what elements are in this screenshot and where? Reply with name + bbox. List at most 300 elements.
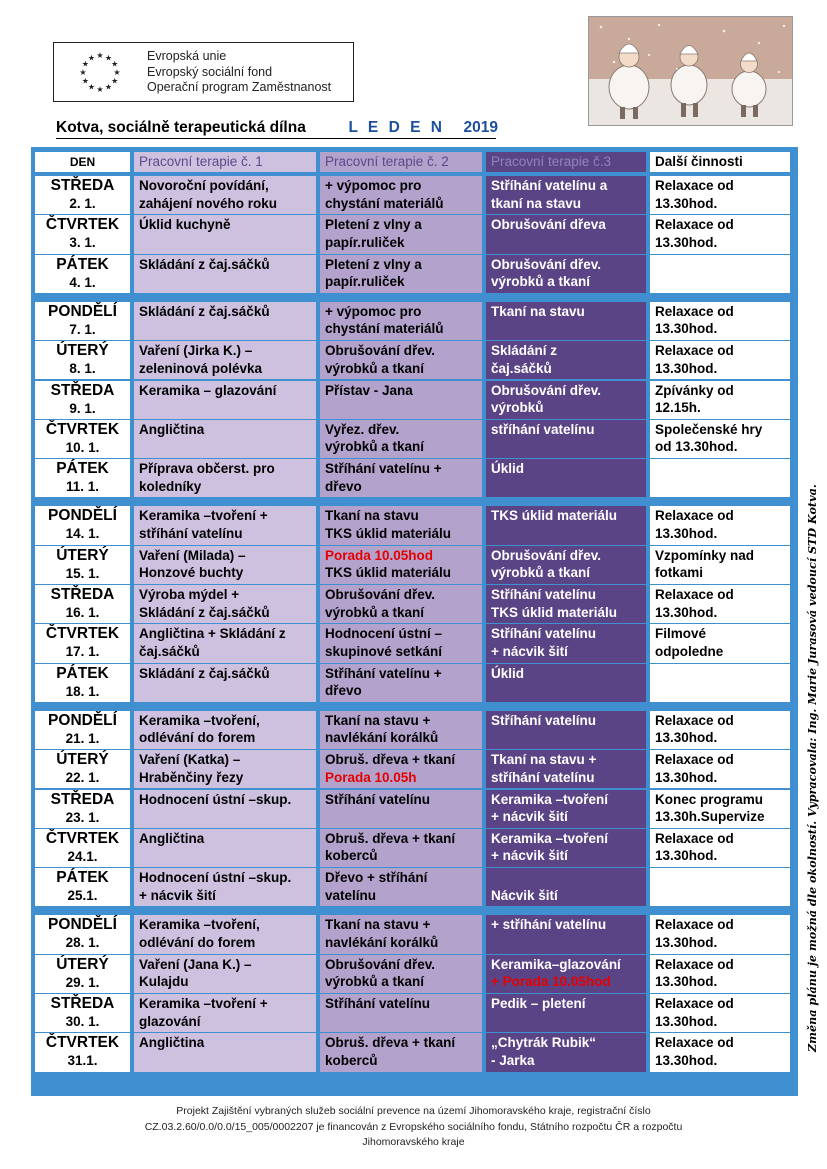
activity-cell-1 — [134, 915, 316, 953]
activity-text: Nácvik šití — [491, 887, 558, 903]
activity-cell-3 — [486, 915, 646, 953]
activity-text: papír.ruliček — [325, 274, 405, 290]
activity-cell-3 — [486, 868, 646, 906]
side-note — [803, 412, 825, 1052]
activity-text: 13.30hod. — [655, 321, 718, 337]
activity-text: Angličtina — [139, 1035, 205, 1051]
activity-text: Skládání z čaj.sáčků — [139, 665, 270, 681]
day-name: ČTVRTEK — [45, 625, 120, 643]
eu-logo-line: Evropský sociální fond — [147, 64, 273, 79]
activity-text: Obrušování dřev. — [325, 343, 436, 359]
activity-text: Relaxace od — [655, 217, 734, 233]
activity-text: Stříhání vatelínu + — [325, 665, 442, 681]
activity-text: Vzpomínky nad — [655, 547, 755, 563]
day-cell — [35, 664, 130, 702]
activity-text: Vaření (Jirka K.) – — [139, 343, 253, 359]
activity-cell-2 — [320, 955, 482, 993]
day-date: 2. 1. — [69, 196, 96, 211]
activity-text: stříhání vatelínu — [491, 769, 595, 785]
activity-text: Keramika – glazování — [139, 382, 277, 398]
activity-text: + stříhání vatelínu — [491, 917, 607, 933]
activity-text: TKS úklid materiálu — [491, 604, 618, 620]
activity-cell-3 — [486, 1033, 646, 1071]
eu-star-icon: ★ — [111, 59, 119, 69]
day-cell — [35, 750, 130, 788]
activity-cell-1 — [134, 790, 316, 828]
activity-text: Keramika –tvoření — [491, 791, 609, 807]
activity-cell-4 — [650, 664, 790, 702]
day-cell — [35, 1033, 130, 1071]
activity-cell-3 — [486, 664, 646, 702]
day-cell — [35, 711, 130, 749]
activity-text: zahájení nového roku — [139, 195, 278, 211]
day-name: STŘEDA — [50, 790, 115, 808]
activity-cell-3 — [486, 255, 646, 293]
day-date: 31.1. — [67, 1053, 98, 1069]
activity-text: Konec programu — [655, 791, 764, 807]
activity-text: Obrušování dřev. — [491, 547, 602, 563]
day-name: ÚTERÝ — [56, 342, 109, 360]
day-cell — [35, 955, 130, 993]
activity-text: + nácvik šití — [139, 887, 216, 903]
header-therapy-2: Pracovní terapie č. 2 — [320, 152, 482, 172]
activity-text: Relaxace od — [655, 1035, 734, 1051]
activity-text: výrobků a tkaní — [325, 360, 425, 376]
activity-cell-1 — [134, 341, 316, 379]
activity-text: Relaxace od — [655, 712, 734, 728]
activity-cell-3 — [486, 829, 646, 867]
activity-text: Obruš. dřeva + tkaní — [325, 1035, 456, 1051]
day-date: 4. 1. — [69, 274, 96, 290]
activity-cell-3 — [486, 420, 646, 458]
activity-cell-1 — [134, 381, 316, 419]
activity-text: Tkaní na stavu — [325, 508, 419, 524]
activity-text: Obrušování dřev. — [325, 956, 436, 972]
activity-cell-4 — [650, 255, 790, 293]
activity-cell-1 — [134, 955, 316, 993]
activity-cell-1 — [134, 829, 316, 867]
activity-text: + nácvik šití — [491, 848, 568, 864]
activity-cell-4 — [650, 790, 790, 828]
activity-text: chystání materiálů — [325, 321, 444, 337]
activity-text: Skládání z — [491, 343, 558, 359]
day-name: ČTVRTEK — [45, 829, 120, 847]
activity-text: stříhání vatelínu — [139, 525, 243, 541]
activity-text: Stříhání vatelínu a — [491, 178, 608, 193]
activity-cell-3 — [486, 176, 646, 214]
activity-text: navlékání korálků — [325, 934, 439, 950]
day-name: ÚTERÝ — [56, 751, 109, 769]
activity-text: fotkami — [655, 565, 704, 581]
activity-cell-4 — [650, 829, 790, 867]
day-date: 25.1. — [67, 888, 98, 904]
activity-cell-1 — [134, 711, 316, 749]
day-date: 8. 1. — [69, 361, 96, 377]
activity-text: dřevo — [325, 478, 362, 494]
side-note-text: Změna plánu je možná dle okolností. Vypracovala: Ing. Marie Jurasová vedoucí STD Kotva. — [805, 484, 819, 1052]
day-date: 14. 1. — [65, 526, 100, 542]
activity-cell-2 — [320, 624, 482, 662]
header-other-activities: Další činnosti — [650, 152, 790, 172]
activity-cell-4 — [650, 302, 790, 340]
activity-text: chystání materiálů — [325, 195, 444, 211]
activity-text: Hraběnčiny řezy — [139, 769, 244, 785]
day-cell — [35, 790, 130, 828]
day-date: 30. 1. — [65, 1014, 100, 1029]
activity-text: Relaxace od — [655, 303, 734, 319]
activity-cell-3 — [486, 711, 646, 749]
activity-cell-1 — [134, 302, 316, 340]
day-date: 7. 1. — [69, 321, 96, 337]
day-date: 16. 1. — [65, 605, 100, 620]
activity-text: Relaxace od — [655, 917, 734, 933]
activity-text: Keramika –tvoření, — [139, 917, 260, 933]
eu-star-icon: ★ — [111, 76, 119, 86]
activity-cell-4 — [650, 585, 790, 623]
children-in-snow-icon — [589, 17, 793, 126]
activity-text: tkaní na stavu — [491, 195, 582, 211]
activity-text: 13.30hod. — [655, 730, 718, 746]
day-name: PONDĚLÍ — [48, 916, 117, 934]
month-label: L E D E N — [348, 119, 445, 136]
activity-text: Pletení z vlny a — [325, 217, 422, 233]
activity-cell-4 — [650, 420, 790, 458]
activity-cell-1 — [134, 176, 316, 214]
activity-cell-4 — [650, 1033, 790, 1071]
day-name: PÁTEK — [56, 869, 109, 887]
day-cell — [35, 459, 130, 497]
activity-text: výrobků a tkaní — [325, 604, 425, 620]
activity-text: 13.30hod. — [655, 848, 718, 864]
day-cell — [35, 546, 130, 584]
activity-text: Tkaní na stavu — [491, 303, 585, 319]
activity-cell-3 — [486, 585, 646, 623]
activity-text: Vyřez. dřev. — [325, 421, 400, 437]
activity-text: Relaxace od — [655, 830, 734, 846]
day-name: ÚTERÝ — [56, 955, 109, 973]
activity-cell-2 — [320, 341, 482, 379]
day-date: 29. 1. — [65, 974, 100, 990]
title-underline — [56, 138, 496, 139]
day-name: PÁTEK — [56, 460, 109, 478]
day-cell — [35, 915, 130, 953]
activity-cell-1 — [134, 506, 316, 544]
day-name: STŘEDA — [50, 177, 115, 194]
activity-text: 12.15h. — [655, 400, 701, 415]
activity-text: Relaxace od — [655, 343, 734, 359]
activity-cell-3 — [486, 381, 646, 419]
activity-cell-1 — [134, 420, 316, 458]
day-name: PONDĚLÍ — [48, 711, 117, 729]
activity-text: Keramika –tvoření — [491, 830, 609, 846]
activity-text: od 13.30hod. — [655, 439, 738, 455]
day-cell — [35, 341, 130, 379]
activity-cell-1 — [134, 1033, 316, 1071]
activity-cell-2 — [320, 711, 482, 749]
day-name: STŘEDA — [50, 586, 115, 603]
activity-text: TKS úklid materiálu — [325, 565, 452, 581]
activity-cell-4 — [650, 624, 790, 662]
activity-cell-1 — [134, 994, 316, 1032]
day-name: STŘEDA — [50, 995, 115, 1012]
activity-cell-1 — [134, 255, 316, 293]
activity-cell-1 — [134, 868, 316, 906]
day-name: ÚTERÝ — [56, 546, 109, 564]
day-date: 17. 1. — [65, 644, 100, 660]
activity-text: 13.30hod. — [655, 974, 718, 990]
day-name: PONDĚLÍ — [48, 302, 117, 320]
day-cell — [35, 381, 130, 419]
activity-text: Úklid — [491, 461, 525, 477]
day-date: 9. 1. — [69, 400, 96, 416]
activity-text: Hodnocení ústní – — [325, 626, 443, 642]
activity-cell-4 — [650, 176, 790, 214]
activity-text: odlévání do forem — [139, 934, 256, 950]
activity-text: Novoroční povídání, — [139, 178, 269, 193]
day-date: 24.1. — [67, 848, 98, 864]
activity-text: 13.30hod. — [655, 604, 718, 620]
day-name: PÁTEK — [56, 255, 109, 273]
activity-text: „Chytrák Rubik“ — [491, 1035, 597, 1051]
activity-text: Pletení z vlny a — [325, 256, 422, 272]
day-cell — [35, 868, 130, 906]
activity-text: Přístav - Jana — [325, 382, 413, 398]
day-date: 10. 1. — [65, 439, 100, 455]
activity-cell-2 — [320, 302, 482, 340]
activity-text: Hodnocení ústní –skup. — [139, 791, 292, 807]
activity-cell-2 — [320, 915, 482, 953]
activity-text: Obruš. dřeva + tkaní — [325, 830, 456, 846]
activity-cell-1 — [134, 624, 316, 662]
eu-stars-icon — [68, 49, 132, 95]
activity-cell-3 — [486, 546, 646, 584]
activity-text: stříhání vatelínu — [491, 421, 595, 437]
activity-text: výrobků — [491, 400, 544, 415]
activity-cell-4 — [650, 750, 790, 788]
activity-text: navlékání korálků — [325, 730, 439, 746]
day-name: ČTVRTEK — [45, 1034, 120, 1052]
activity-text: Skládání z čaj.sáčků — [139, 256, 270, 272]
activity-cell-2 — [320, 585, 482, 623]
activity-text: vatelínu — [325, 887, 377, 903]
activity-cell-2 — [320, 868, 482, 906]
header-therapy-3: Pracovní terapie č.3 — [486, 152, 646, 172]
activity-cell-2 — [320, 790, 482, 828]
activity-text: papír.ruliček — [325, 234, 405, 250]
day-cell — [35, 420, 130, 458]
activity-text: koledníky — [139, 478, 202, 494]
activity-text: glazování — [139, 1013, 201, 1029]
activity-cell-3 — [486, 790, 646, 828]
activity-cell-2 — [320, 829, 482, 867]
eu-star-icon: ★ — [87, 82, 96, 92]
activity-cell-2 — [320, 506, 482, 544]
activity-text: Obruš. dřeva + tkaní — [325, 752, 456, 768]
activity-cell-1 — [134, 750, 316, 788]
activity-text: Tkaní na stavu + — [325, 712, 431, 728]
header-den: DEN — [35, 152, 130, 172]
activity-cell-4 — [650, 711, 790, 749]
activity-text: 13.30hod. — [655, 234, 718, 250]
activity-text: + nácvik šití — [491, 809, 568, 824]
activity-text: Kulajdu — [139, 974, 189, 990]
activity-text: Relaxace od — [655, 587, 734, 602]
activity-cell-3 — [486, 215, 646, 253]
activity-cell-3 — [486, 341, 646, 379]
eu-logo-text — [147, 49, 331, 96]
activity-text: koberců — [325, 1052, 378, 1068]
eu-star-icon: ★ — [104, 82, 113, 92]
activity-cell-2 — [320, 255, 482, 293]
schedule-table — [31, 147, 798, 1096]
activity-text: Angličtina — [139, 830, 205, 846]
day-name: PONDĚLÍ — [48, 507, 117, 525]
activity-cell-4 — [650, 459, 790, 497]
activity-text: Keramika –tvoření, — [139, 712, 260, 728]
meeting-note: Porada 10.05h — [325, 769, 417, 785]
activity-text: 13.30hod. — [655, 769, 718, 785]
eu-star-icon: ★ — [113, 68, 121, 77]
meeting-note: + Porada 10.05hod — [491, 974, 611, 990]
day-name: ČTVRTEK — [45, 420, 120, 438]
activity-text: Stříhání vatelínu + — [325, 461, 442, 477]
activity-text: Relaxace od — [655, 178, 734, 193]
activity-cell-1 — [134, 546, 316, 584]
activity-text: Vaření (Jana K.) – — [139, 956, 252, 972]
activity-text: výrobků a tkaní — [325, 439, 425, 455]
day-date: 22. 1. — [65, 770, 100, 786]
activity-text: Stříhání vatelínu — [325, 996, 431, 1011]
activity-text: Dřevo + stříhání — [325, 870, 428, 886]
activity-text: odpoledne — [655, 643, 724, 659]
activity-text: 13.30hod. — [655, 195, 718, 211]
activity-text: 13.30hod. — [655, 525, 718, 541]
activity-cell-3 — [486, 506, 646, 544]
activity-text: dřevo — [325, 683, 362, 699]
activity-text: Filmové — [655, 626, 707, 642]
activity-text: Angličtina + Skládání z — [139, 626, 286, 642]
activity-text: Vaření (Milada) – — [139, 547, 246, 563]
winter-illustration — [588, 16, 793, 126]
day-date: 18. 1. — [65, 683, 100, 699]
day-name: PÁTEK — [56, 664, 109, 682]
activity-text: Keramika –tvoření + — [139, 996, 268, 1011]
activity-cell-3 — [486, 459, 646, 497]
day-cell — [35, 829, 130, 867]
activity-cell-1 — [134, 664, 316, 702]
eu-star-icon: ★ — [87, 53, 96, 63]
activity-cell-4 — [650, 994, 790, 1032]
footer-line: Jihomoravského kraje — [362, 1136, 465, 1148]
activity-cell-3 — [486, 955, 646, 993]
meeting-note — [325, 377, 477, 379]
eu-star-icon: ★ — [81, 59, 89, 69]
activity-cell-4 — [650, 215, 790, 253]
day-name: STŘEDA — [50, 381, 115, 399]
day-cell — [35, 302, 130, 340]
eu-star-icon: ★ — [79, 68, 87, 77]
day-date: 21. 1. — [65, 730, 100, 746]
activity-text: 13.30hod. — [655, 1052, 718, 1068]
activity-text: výrobků a tkaní — [491, 274, 591, 290]
activity-cell-1 — [134, 215, 316, 253]
activity-text: Relaxace od — [655, 956, 734, 972]
activity-text: čaj.sáčků — [491, 360, 552, 376]
activity-cell-3 — [486, 994, 646, 1032]
day-date: 15. 1. — [65, 565, 100, 581]
activity-cell-4 — [650, 868, 790, 906]
activity-cell-4 — [650, 506, 790, 544]
activity-text: koberců — [325, 848, 378, 864]
day-cell — [35, 506, 130, 544]
workshop-name: Kotva, sociálně terapeutická dílna — [56, 119, 306, 136]
activity-text: Skládání z čaj.sáčků — [139, 303, 270, 319]
activity-cell-2 — [320, 381, 482, 419]
activity-text — [491, 869, 641, 887]
activity-text: Pedik – pletení — [491, 996, 586, 1011]
day-cell — [35, 624, 130, 662]
activity-text: - Jarka — [491, 1052, 535, 1068]
activity-text: 13.30h.Supervize — [655, 809, 765, 824]
activity-text: Společenské hry — [655, 421, 763, 437]
activity-cell-4 — [650, 381, 790, 419]
activity-text: Vaření (Katka) – — [139, 752, 241, 768]
day-cell — [35, 585, 130, 623]
eu-star-icon: ★ — [81, 76, 89, 86]
activity-text: Stříhání vatelínu — [491, 712, 597, 728]
activity-cell-2 — [320, 664, 482, 702]
activity-text: Tkaní na stavu + — [491, 752, 597, 768]
activity-text: + nácvik šití — [491, 643, 568, 659]
header-therapy-1: Pracovní terapie č. 1 — [134, 152, 316, 172]
eu-logo-line: Operační program Zaměstnanost — [147, 80, 332, 94]
activity-text: odlévání do forem — [139, 730, 256, 746]
activity-text: Obrušování dřev. — [491, 256, 602, 272]
activity-text: výrobků a tkaní — [491, 565, 591, 581]
activity-text: TKS úklid materiálu — [325, 525, 452, 541]
activity-cell-4 — [650, 341, 790, 379]
activity-text: Stříhání vatelínu — [325, 791, 431, 807]
activity-text: Výroba mýdel + — [139, 587, 240, 602]
day-date: 23. 1. — [65, 809, 100, 825]
day-cell — [35, 994, 130, 1032]
eu-logo — [53, 42, 354, 102]
activity-cell-4 — [650, 955, 790, 993]
footer-line: Projekt Zajištění vybraných služeb sociální prevence na území Jihomoravského kraje, registrační číslo — [176, 1105, 651, 1117]
activity-text: Obrušování dřev. — [491, 382, 602, 398]
activity-text: Relaxace od — [655, 508, 734, 524]
activity-cell-3 — [486, 302, 646, 340]
activity-text: Tkaní na stavu + — [325, 917, 431, 933]
meeting-note: Porada 10.05hod — [325, 547, 434, 563]
activity-cell-2 — [320, 459, 482, 497]
page-title — [56, 119, 498, 137]
activity-text: Keramika –tvoření + — [139, 508, 268, 524]
activity-text: výrobků a tkaní — [325, 974, 425, 990]
day-cell — [35, 215, 130, 253]
activity-text: Hodnocení ústní –skup. — [139, 870, 292, 886]
activity-text: TKS úklid materiálu — [491, 508, 618, 524]
activity-text: Úklid — [491, 665, 525, 681]
activity-text: Relaxace od — [655, 996, 734, 1011]
activity-text: Úklid kuchyně — [139, 217, 231, 233]
activity-text: Skládání z čaj.sáčků — [139, 604, 270, 620]
activity-text: Stříhání vatelínu — [491, 626, 597, 642]
activity-text: Zpívánky od — [655, 382, 734, 398]
activity-cell-2 — [320, 215, 482, 253]
activity-text: skupinové setkání — [325, 643, 443, 659]
day-date: 3. 1. — [69, 235, 96, 251]
